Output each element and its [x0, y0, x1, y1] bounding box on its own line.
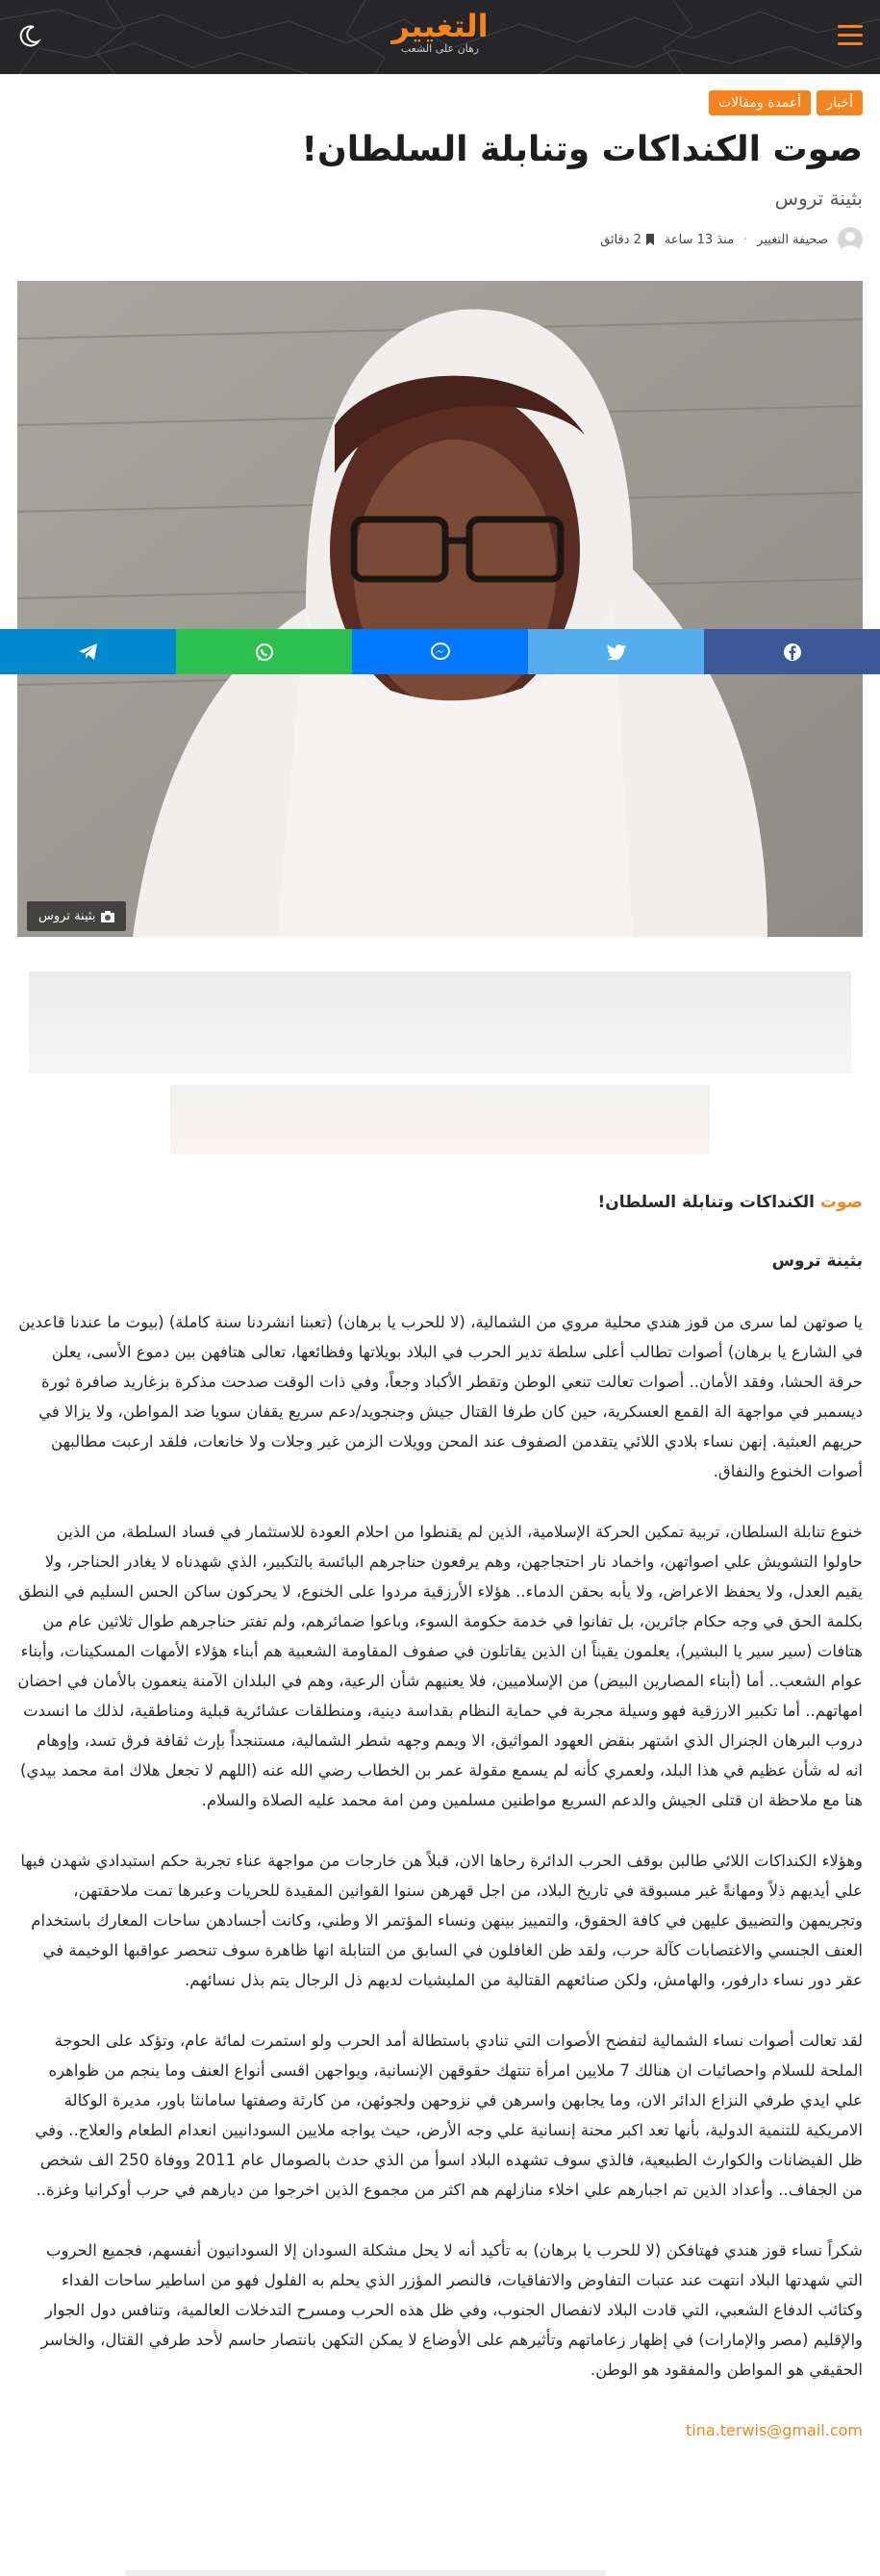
- publisher-name[interactable]: صحيفة التغيير: [757, 232, 828, 247]
- site-logo[interactable]: [391, 8, 488, 56]
- image-caption: [27, 901, 126, 931]
- lead-rest: الكنداكات وتنابلة السلطان!: [597, 1193, 820, 1212]
- portrait-illustration: [17, 281, 863, 937]
- facebook-icon: [783, 643, 802, 662]
- article-paragraph: شكراً نساء قوز هندي فهتافكن (لا للحرب يا برهان) به تأكيد أنه لا يحل مشكلة السودان إلا السودانيون أنفسهم، فجميع الحروب التي شهدتها البلاد انتهت عند عتبات التفاوض والاتفاقيات، فالنصر المؤزر الذي يحلم به الفلول فهو من اساطير ساحات الفداء وكتائب الدفاع الشعبي، التي قادت البلاد لانفصال الجنوب، وفي ظل هذه الحرب ومسرح التدخلات العالمية، وتنافس دول الجوار والإقليم (مصر والإمارات) في إظهار زعاماتهم وتأثيرهم على الأوضاع لا يمكن التكهن بانتصار حاسم لأحد طرفي القتال، والخاسر الحقيقي هو المواطن والمفقود هو الوطن.: [40, 2241, 863, 2379]
- meta-separator: ·: [743, 232, 748, 247]
- site-tagline: رهان على الشعب: [400, 42, 480, 55]
- article-subtitle: بثينة تروس: [774, 187, 863, 210]
- menu-icon[interactable]: [838, 25, 863, 46]
- article-paragraph: وهؤلاء الكنداكات اللائي طالبن بوقف الحرب الدائرة رحاها الان، قبلاً هن خارجات من مواجهة عناء تجربة حكم استبدادي شهدن فيها علي أيديهم ذلاً ومهانةً غير مسبوقة في تاريخ البلاد، من اجل قهرهن سنوا القوانين المقيدة للحريات وعبرها تمت ملاحقتهن، وتجريمهن والتضييق عليهن في كافة الحقوق، والتمييز بينهن ونساء المؤتمر الا وطني، وكانت أجسادهن ساحات المعارك باستخدام العنف الجنسي والاغتصابات كآلة حرب، ولقد ظن الغافلون في السابق من التنابلة انها ظاهرة سوف تنحصر عواقبها الوخيمة في عقر دور نساء دارفور، والهامش، ولكن صنائعهم القتالية من المليشيات لديهم ذل الرجال يتم بذل نسائهم.: [20, 1852, 863, 1989]
- lead-accent[interactable]: صوت: [819, 1193, 863, 1212]
- publish-time: منذ 13 ساعة: [664, 232, 735, 247]
- category-tags: [709, 90, 863, 115]
- read-time: [600, 233, 655, 247]
- ad-banner[interactable]: [29, 972, 851, 1073]
- author-email[interactable]: tina.terwis@gmail.com: [685, 2421, 863, 2439]
- share-twitter-button[interactable]: [528, 629, 704, 674]
- category-tag-news[interactable]: أخبار: [817, 90, 863, 115]
- divider: [125, 2570, 606, 2576]
- share-telegram-button[interactable]: [0, 629, 176, 674]
- site-name: التغيير: [391, 8, 489, 44]
- avatar[interactable]: [838, 227, 863, 252]
- article-paragraph: يا صوتهن لما سرى من قوز هندي محلية مروي من الشمالية، (لا للحرب يا برهان) (تعبنا انشردنا سنة كاملة) (بيوت ما عندنا قاعدين في الشارع يا برهان) أصوات تطالب أعلى سلطة تدير الحرب في البلاد بويلاتها وفظائعها، تعالى هتافهن بين دموع الأسى، يعلن حرقة الحشا، وفقد الأمان.. أصوات تعالت تنعي الوطن وتقطر الأكباد وجعاً، وفي ذات الوقت صدحت مذكرة بزغاريد صافرة ثورة ديسمبر في مواجهة الة القمع العسكرية، حين كان طرفا القتال جيش وجنجويد/دعم سريع يقفان سويا ضد المواطن، ولا يزالا في حريهم العبثية. إنهن نساء بلادي اللائي يتقدمن الصفوف عند المحن وويلات الزمن غير وجلات ولا خانعات، فلقد ارعبت مطالبهن أصوات الخنوع والنفاق.: [18, 1313, 863, 1480]
- camera-icon: [101, 911, 114, 922]
- whatsapp-icon: [255, 643, 274, 662]
- share-bar: [0, 629, 880, 674]
- site-header: [0, 0, 880, 74]
- bookmark-icon: [645, 234, 655, 245]
- article-paragraph: خنوع تنابلة السلطان، تربية تمكين الحركة الإسلامية، الذين لم يقنطوا من احلام العودة للاستثمار في فساد السلطة، من الذين حاولوا التشويش علي اصواتهن، واخماد نار احتجاجهن، وهم يرفعون حناجرهم البائسة بالتكبير، الذي شهدناه لا يغادر الحناجر، ولا يقيم العدل، ولا يحفظ الاعراض، ولا يأبه بحقن الدماء.. هؤلاء الأرزقية مردوا على الخنوع، لا يحركون ساكن الحس السليم في النطق بكلمة الحق في وجه حكام جائرين، بل تفانوا في خدمة حكومة السوء، وباعوا ضمائرهم، ولم تفتر حناجرهم طوال ثلاثين عام من هتافات (سير سير يا البشير)، يعلمون يقيناً ان الذين يقاتلون في صفوف المقاومة الشعبية هم أبناء هؤلاء الأمهات المسكينات، وأبناء عوام الشعب.. أما (أبناء المصارين البيض) من الإسلاميين، فلا يعنيهم شأن الرعية، وهم في البلدان الآمنة ينعمون بالأمان في احضان امهاتهم.. أما تكبير الارزقية فهو وسيلة مجربة في حماية النظام بقداسة دينية، ومنطلقات عشائرية قبلية ومناطقية، لذلك ما انسدت دروب البرهان الجنرال الذي اشتهر بنقض العهود المواثيق، الا ويمم وجهه شطر الشمالية، مستنجداً بإرث ثقافة فرق تسد، وإوهام انه له شأن عظيم في هذا البلد، ولعمري كأنه لم يسمع مقولة عمر بن الخطاب رضي الله عنه (اللهم لا تجعل هلاك امة محمد بيدي) هنا مع ملاحظة ان قتلى الجيش والدعم السريع مواطنين مسلمين ومن امة محمد عليه الصلاة والسلام.: [17, 1523, 863, 1809]
- telegram-icon: [79, 644, 98, 661]
- category-tag-columns[interactable]: أعمدة ومقالات: [709, 90, 811, 115]
- image-caption-text: بثينة تروس: [38, 909, 96, 923]
- article-lead: [17, 1188, 863, 1218]
- share-whatsapp-button[interactable]: [176, 629, 352, 674]
- article-title: صوت الكنداكات وتنابلة السلطان!: [301, 130, 863, 169]
- article-body: [17, 1188, 863, 2445]
- share-messenger-button[interactable]: [352, 629, 528, 674]
- article-byline: بثينة تروس: [771, 1251, 863, 1271]
- featured-image: [17, 281, 863, 937]
- share-facebook-button[interactable]: [704, 629, 880, 674]
- messenger-icon: [431, 643, 450, 662]
- ad-banner-secondary[interactable]: [170, 1085, 710, 1154]
- twitter-icon: [607, 644, 626, 660]
- read-time-label: 2 دقائق: [600, 232, 641, 247]
- article-meta: [600, 227, 863, 252]
- article-paragraph: لقد تعالت أصوات نساء الشمالية لتفضح الأصوات التي تنادي باستطالة أمد الحرب ولو استمرت لمائة عام، وتؤكد على الحوجة الملحة للسلام واحصائيات ان هنالك 7 ملايين امرأة تنتهك حقوقهن الإنسانية، ويواجهن اقسى أنواع العنف وما ينجم من ظواهره علي ايدي طرفي النزاع الدائر الان، وما يجابهن واسرهن في نزوحهن ولجوئهن، من كارثة وصفتها سامانثا باور، مديرة الوكالة الامريكية للتنمية الدولية، بأنها تعد اكبر محنة إنسانية علي وجه الأرض، حيث يواجه ملايين السودانيين انعدام الطعام والعلاج.. وفي ظل الفيضانات والكوارث الطبيعية، فالذي سوف تشهده البلاد اسوأ من الذي حدث بالصومال عام 2011 ووفاة 250 الف شخص من الجفاف.. وأعداد الذين تم اجبارهم علي اخلاء منازلهم هم اكثر من مجموع الذين اخرجوا من ديارهم في حرب أوكرانيا وغزة..: [35, 2032, 863, 2199]
- dark-mode-icon[interactable]: [17, 23, 42, 48]
